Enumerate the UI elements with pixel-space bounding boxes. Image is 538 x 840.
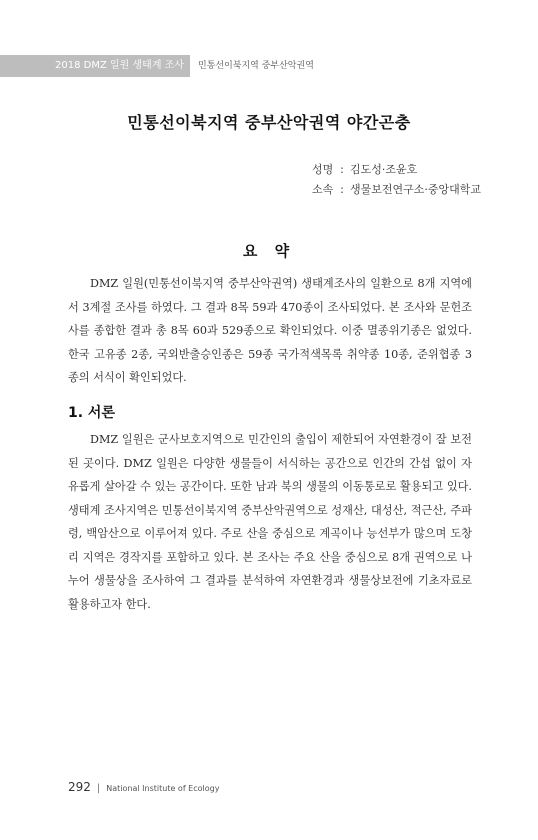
author-affiliation-separator: : [340,183,344,196]
header-section: 민통선이북지역 중부산악권역 [198,61,314,71]
intro-text: DMZ 일원은 군사보호지역으로 민간인의 출입이 제한되어 자연환경이 잘 보전된 곳이다. DMZ 일원은 다양한 생물들이 서식하는 공간으로 인간의 간섭 없이 자유롭게 살아갈 수 있는 공간이다. 또한 남과 북의 생물의 이동통로로 활용되고 있다. 생태계 조사지역은 민통선이북지역 중부산악권역으로 성재산, 대성산, 적근산, 주파령, 백암산으로 이루어져 있다. 주로 산을 중심으로 계곡이나 능선부가 많으며 도창리 지역은 경작지를 포함하고 있다. 본 조사는 주요 산을 중심으로 8개 권역으로 나누어 생물상을 조사하여 그 결과를 분석하여 자연환경과 생물상보전에 기초자료로 활용하고자 한다. [68,433,472,611]
intro-body [68,428,472,616]
author-affiliation-label: 소속 [312,183,334,196]
author-name-label: 성명 [312,163,334,176]
author-name-separator: : [340,163,344,176]
intro-heading: 1. 서론 [68,405,115,421]
author-affiliation-row [312,180,481,200]
footer-separator: | [96,783,101,794]
running-header [0,55,538,77]
author-affiliation-value: 생물보전연구소·중앙대학교 [350,183,482,196]
header-series: 2018 DMZ 일원 생태계 조사 [0,55,190,77]
page-number: 292 [68,780,91,794]
author-block [312,160,481,200]
document-title: 민통선이북지역 중부산악권역 야간곤충 [127,113,411,132]
page-footer [68,780,219,794]
abstract-body [68,272,472,390]
footer-institute: National Institute of Ecology [106,784,220,793]
author-name-row [312,160,481,180]
abstract-heading: 요 약 [242,242,296,260]
abstract-text: DMZ 일원(민통선이북지역 중부산악권역) 생태계조사의 일환으로 8개 지역에서 3계절 조사를 하였다. 그 결과 8목 59과 470종이 조사되었다. 본 조사와 문헌조사를 종합한 결과 총 8목 60과 529종으로 확인되었다. 이중 멸종위기종은 없었다. 한국 고유종 2종, 국외반출승인종은 59종 국가적색목록 취약종 10종, 준위협종 3종의 서식이 확인되었다. [68,277,472,384]
author-name-value: 김도성·조윤호 [350,163,418,176]
